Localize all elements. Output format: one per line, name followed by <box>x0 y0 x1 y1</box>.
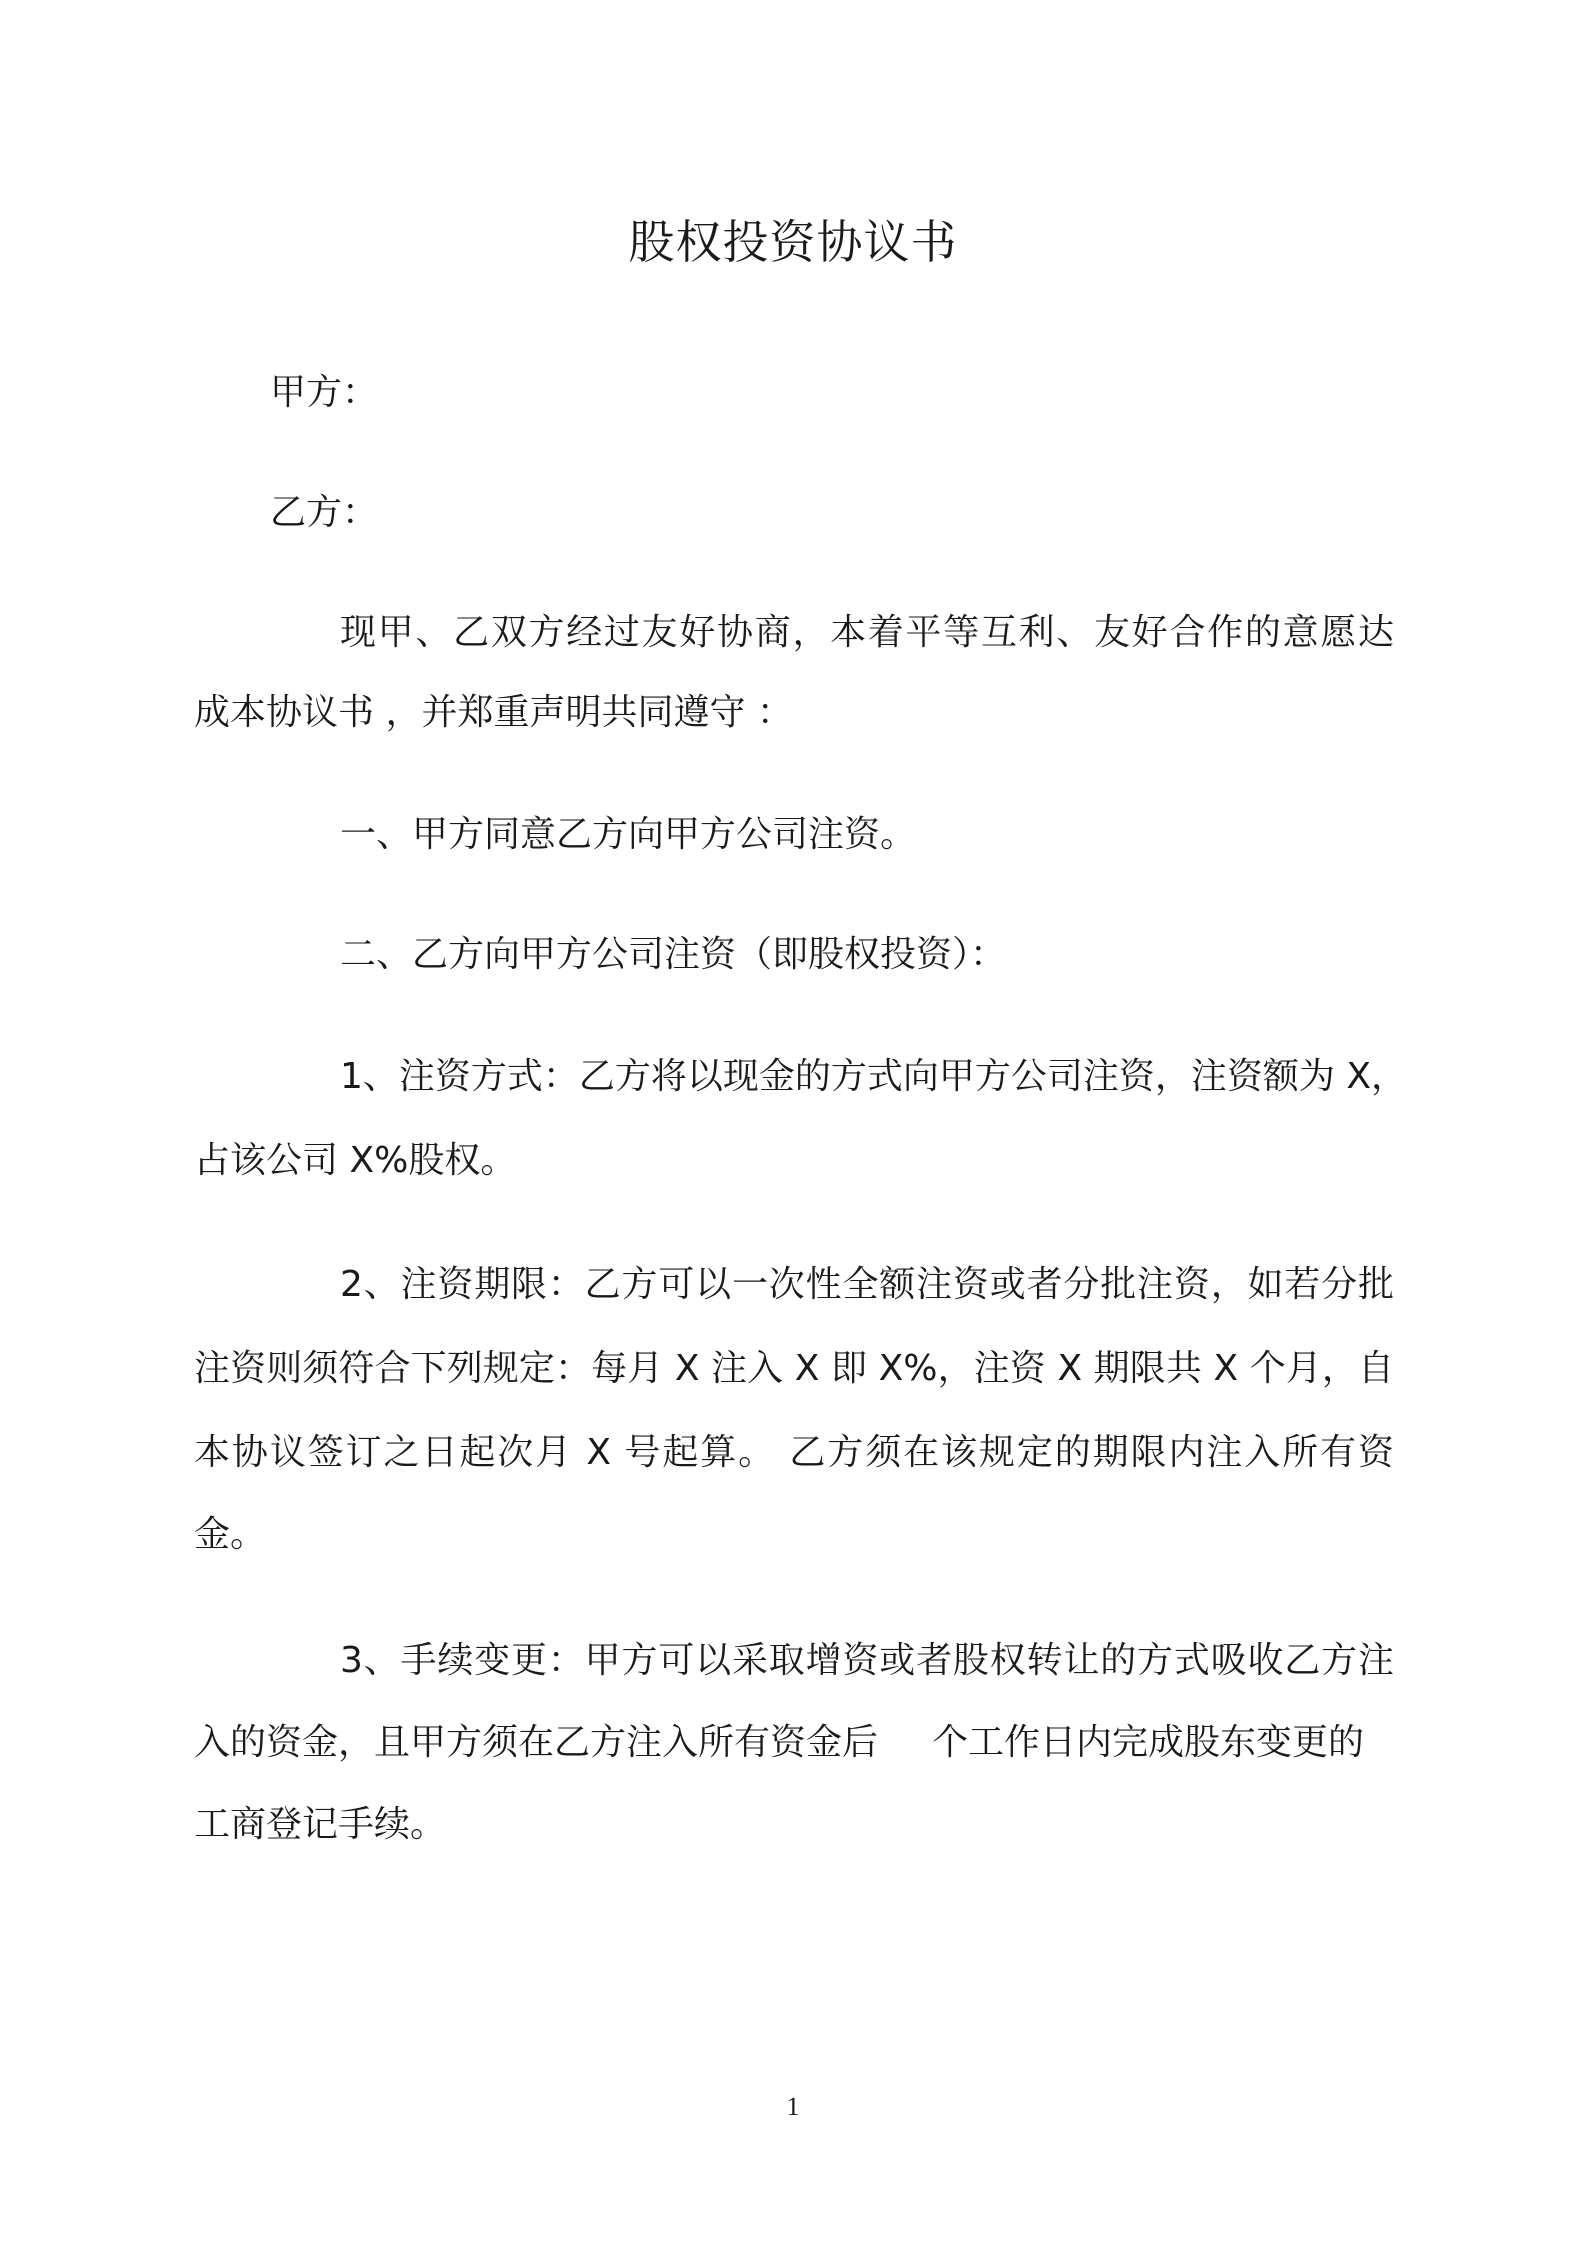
item-3-line-2-end: 个工作日内完成股东变更的 <box>932 1722 1365 1763</box>
item-3-line-1: 3、手续变更：甲方可以采取增资或者股权转让的方式吸收乙方注 <box>340 1640 1394 1681</box>
party-b-label: 乙方： <box>270 492 379 533</box>
item-1-line-1: 1、注资方式：乙方将以现金的方式向甲方公司注资，注资额为 X， <box>340 1056 1408 1097</box>
party-a-label: 甲方： <box>270 372 379 413</box>
item-3-line-2 <box>194 1718 1364 1768</box>
intro-line-2: 成本协议书 ，并郑重声明共同遵守 ： <box>194 692 793 733</box>
clause-2: 二、乙方向甲方公司注资（即股权投资）： <box>340 934 1007 975</box>
item-2-line-3: 本协议签订之日起次月 X 号起算。 乙方须在该规定的期限内注入所有资 <box>194 1432 1394 1473</box>
clause-1: 一、甲方同意乙方向甲方公司注资。 <box>340 814 917 855</box>
item-2-line-4: 金。 <box>194 1514 267 1555</box>
page-number: 1 <box>786 2092 800 2121</box>
item-2-line-2: 注资则须符合下列规定：每月 X 注入 X 即 X%，注资 X 期限共 X 个月，自 <box>194 1348 1394 1389</box>
item-3-line-3: 工商登记手续。 <box>194 1804 447 1845</box>
item-3-line-2-start: 入的资金，且甲方须在乙方注入所有资金后 <box>194 1722 879 1763</box>
item-2-line-1: 2、注资期限：乙方可以一次性全额注资或者分批注资，如若分批 <box>340 1264 1394 1305</box>
item-1-line-2: 占该公司 X%股权。 <box>194 1140 517 1181</box>
intro-line-1: 现甲、乙双方经过友好协商，本着平等互利、友好合作的意愿达 <box>340 612 1394 653</box>
document-title: 股权投资协议书 <box>628 215 958 269</box>
